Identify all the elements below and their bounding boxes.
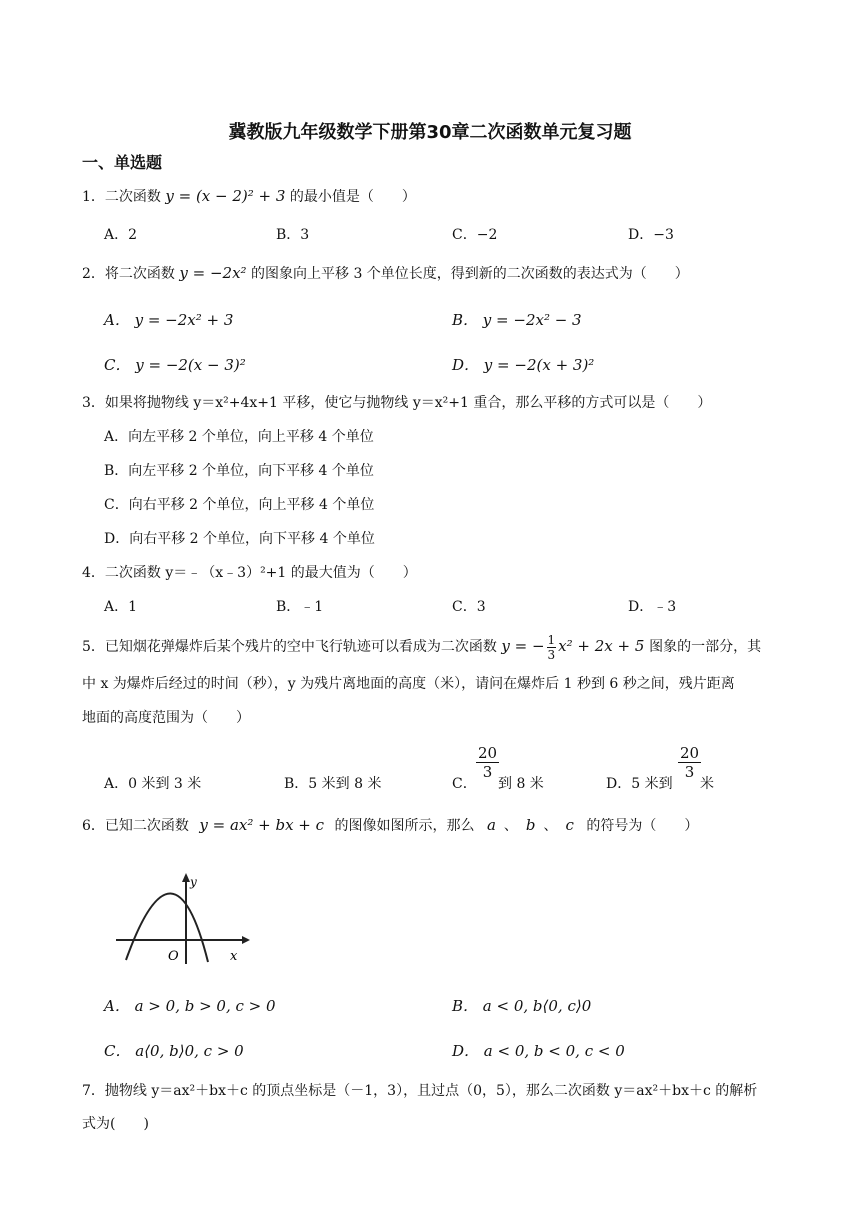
q3-option-d: D．向右平移 2 个单位，向下平移 4 个单位: [104, 531, 375, 547]
q5-option-c-fraction: 20 3: [478, 744, 498, 781]
q2-expression: y = −2x²: [179, 264, 247, 282]
q1-option-a: A．2: [104, 227, 138, 243]
parabola-curve: [126, 893, 208, 962]
q3-option-b: B．向左平移 2 个单位，向下平移 4 个单位: [104, 463, 374, 479]
q5-option-a: A．0 米到 3 米: [104, 776, 202, 792]
q5-option-d-tail: 米: [700, 776, 714, 792]
q1-option-c: C．−2: [452, 227, 498, 243]
question-6: 6．已知二次函数 y = ax² + bx + c 的图像如图所示，那么 a 、 b 、 c 的符号为（ ）: [82, 816, 699, 834]
q1-option-d: D．−3: [628, 227, 674, 243]
x-axis-arrow: [242, 936, 250, 944]
question-4: 4．二次函数 y＝﹣（x﹣3）²+1 的最大值为（ ）: [82, 565, 417, 581]
q5-fraction: $\frac{1}{3}$: [547, 632, 556, 662]
q6-option-c: C． a⟨0, b⟩0, c > 0: [104, 1042, 244, 1060]
y-axis-arrow: [182, 873, 190, 882]
question-5: 5．已知烟花弹爆炸后某个残片的空中飞行轨迹可以看成为二次函数 y = − $\frac{1}{3}$ x² + 2x + 5 图象的一部分，其: [82, 632, 762, 662]
x-axis-label: x: [230, 949, 238, 964]
q2-option-c: C． y = −2(x − 3)²: [104, 356, 246, 374]
question-1: 1．二次函数 y = (x − 2)² + 3 的最小值是（ ）: [82, 187, 416, 205]
question-3: 3．如果将抛物线 y＝x²+4x+1 平移，使它与抛物线 y＝x²+1 重合，那么平移的方式可以是（ ）: [82, 395, 712, 411]
q4-option-a: A．1: [104, 599, 138, 615]
q3-option-c: C．向右平移 2 个单位，向上平移 4 个单位: [104, 497, 375, 513]
q1-option-b: B．3: [276, 227, 310, 243]
q1-expression: y = (x − 2)² + 3: [165, 187, 286, 205]
y-axis-label: y: [190, 875, 197, 889]
q2-option-b: B． y = −2x² − 3: [452, 311, 582, 329]
q3-option-a: A．向左平移 2 个单位，向上平移 4 个单位: [104, 429, 374, 445]
q5-option-c-label: C．: [452, 776, 477, 792]
q2-option-a: A． y = −2x² + 3: [104, 311, 234, 329]
q4-option-b: B．﹣1: [276, 599, 324, 615]
origin-label: O: [168, 949, 179, 964]
q4-option-d: D．﹣3: [628, 599, 677, 615]
q6-option-a: A． a > 0, b > 0, c > 0: [104, 997, 276, 1015]
q5-option-d-fraction: 20 3: [680, 744, 700, 781]
question-5-line-2: 中 x 为爆炸后经过的时间（秒），y 为残片离地面的高度（米），请问在爆炸后 1 秒到 6 秒之间，残片距离: [82, 676, 735, 692]
q5-option-b: B．5 米到 8 米: [284, 776, 382, 792]
question-5-line-3: 地面的高度范围为（ ）: [82, 710, 250, 726]
question-7: 7．抛物线 y＝ax²＋bx＋c 的顶点坐标是（－1，3），且过点（0，5），那么二次函数 y＝ax²＋bx＋c 的解析: [82, 1083, 758, 1099]
question-7-line-2: 式为( ): [82, 1116, 149, 1132]
q6-option-b: B． a < 0, b⟨0, c⟩0: [452, 997, 592, 1015]
q4-option-c: C．3: [452, 599, 486, 615]
q2-option-d: D． y = −2(x + 3)²: [452, 356, 595, 374]
page-title: 冀教版九年级数学下册第30章二次函数单元复习题: [228, 122, 632, 143]
q5-option-c-tail: 到 8 米: [498, 776, 544, 792]
q5-option-d-label: D．5 米到: [606, 776, 673, 792]
question-2: 2．将二次函数 y = −2x² 的图象向上平移 3 个单位长度，得到新的二次函数的表达式为（ ）: [82, 264, 689, 282]
parabola-graph: [112, 870, 252, 966]
q6-option-d: D． a < 0, b < 0, c < 0: [452, 1042, 625, 1060]
q6-expression: y = ax² + bx + c: [199, 816, 325, 834]
section-heading: 一、单选题: [82, 153, 163, 172]
